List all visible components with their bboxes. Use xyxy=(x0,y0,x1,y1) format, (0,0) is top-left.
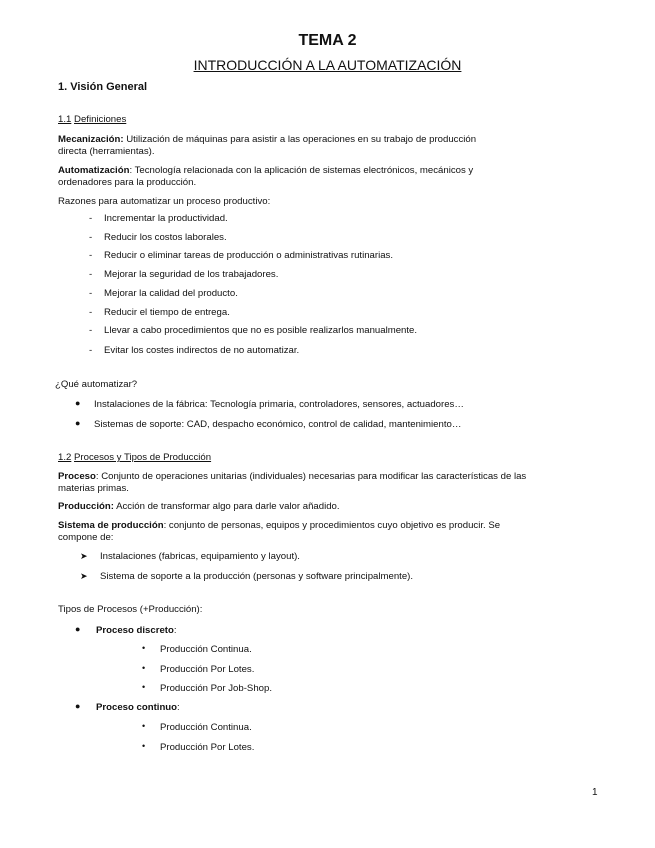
term-label: Producción: xyxy=(58,501,114,512)
dash-marker: - xyxy=(89,213,93,224)
bullet-marker: ● xyxy=(75,418,81,428)
list-item: Producción Continua. xyxy=(160,722,252,733)
dash-marker: - xyxy=(89,288,93,299)
definition-text: : Tecnología relacionada con la aplicación de sistemas electrónicos, mecánicos y xyxy=(129,165,474,176)
bullet-marker: ● xyxy=(75,398,81,408)
subsection-1-1-heading xyxy=(58,114,126,126)
list-item: Evitar los costes indirectos de no automatizar. xyxy=(104,345,300,356)
term-label: Sistema de producción xyxy=(58,520,164,531)
bullet-marker: • xyxy=(142,741,146,751)
list-item: Reducir o eliminar tareas de producción o administrativas rutinarias. xyxy=(104,250,394,261)
section-1-heading: 1. Visión General xyxy=(58,81,148,93)
definition-text-cont: directa (herramientas). xyxy=(58,146,155,157)
definition-automatizacion xyxy=(58,165,473,177)
definition-mecanizacion xyxy=(58,134,476,146)
definition-produccion xyxy=(58,501,340,513)
definition-text-cont: materias primas. xyxy=(58,483,129,494)
dash-marker: - xyxy=(89,269,93,280)
bullet-marker: ● xyxy=(75,624,81,634)
list-item: Mejorar la calidad del producto. xyxy=(104,288,238,299)
colon: : xyxy=(173,625,177,636)
proceso-continuo-item xyxy=(96,702,180,714)
definition-text: : Conjunto de operaciones unitarias (individuales) necesarias para modificar las características de las xyxy=(95,471,527,482)
definition-text-cont: compone de: xyxy=(58,532,114,543)
razones-intro: Razones para automatizar un proceso productivo: xyxy=(58,196,271,207)
page-number: 1 xyxy=(592,787,598,798)
list-item: Incrementar la productividad. xyxy=(104,213,228,224)
definition-text: : conjunto de personas, equipos y procedimientos cuyo objetivo es producir. Se xyxy=(163,520,501,531)
definition-text: Acción de transformar algo para darle valor añadido. xyxy=(113,501,340,512)
list-item: Producción Por Job-Shop. xyxy=(160,683,272,694)
bullet-marker: • xyxy=(142,682,146,692)
subsection-title: Procesos y Tipos de Producción xyxy=(74,452,212,463)
term-label: Proceso xyxy=(58,471,96,482)
term-label: Proceso discreto xyxy=(96,625,174,636)
bullet-marker: • xyxy=(142,643,146,653)
list-item: Producción Continua. xyxy=(160,644,252,655)
page-title: TEMA 2 xyxy=(298,32,357,49)
term-label: Mecanización: xyxy=(58,134,124,145)
subsection-number: 1.1 xyxy=(58,114,72,125)
list-item: Producción Por Lotes. xyxy=(160,664,255,675)
term-label: Proceso continuo xyxy=(96,702,178,713)
subsection-number: 1.2 xyxy=(58,452,72,463)
list-item: Sistema de soporte a la producción (personas y software principalmente). xyxy=(100,571,414,582)
bullet-marker: ● xyxy=(75,701,81,711)
bullet-marker: • xyxy=(142,721,146,731)
subsection-1-2-heading xyxy=(58,452,211,464)
dash-marker: - xyxy=(89,325,93,336)
que-automatizar-heading: ¿Qué automatizar? xyxy=(55,379,138,390)
subsection-title: Definiciones xyxy=(74,114,127,125)
bullet-marker: • xyxy=(142,663,146,673)
definition-sistema xyxy=(58,520,500,532)
dash-marker: - xyxy=(89,250,93,261)
list-item: Sistemas de soporte: CAD, despacho económico, control de calidad, mantenimiento… xyxy=(94,419,462,430)
list-item: Llevar a cabo procedimientos que no es posible realizarlos manualmente. xyxy=(104,325,418,336)
dash-marker: - xyxy=(89,345,93,356)
list-item: Producción Por Lotes. xyxy=(160,742,255,753)
definition-proceso xyxy=(58,471,526,483)
term-label: Automatización xyxy=(58,165,130,176)
list-item: Mejorar la seguridad de los trabajadores. xyxy=(104,269,279,280)
dash-marker: - xyxy=(89,307,93,318)
list-item: Reducir el tiempo de entrega. xyxy=(104,307,230,318)
list-item: Reducir los costos laborales. xyxy=(104,232,227,243)
list-item: Instalaciones de la fábrica: Tecnología primaria, controladores, sensores, actuadores… xyxy=(94,399,464,410)
definition-text: Utilización de máquinas para asistir a las operaciones en su trabajo de producción xyxy=(123,134,477,145)
proceso-discreto-item xyxy=(96,625,177,637)
page-subtitle: INTRODUCCIÓN A LA AUTOMATIZACIÓN xyxy=(193,57,462,73)
tipos-heading: Tipos de Procesos (+Producción): xyxy=(58,604,203,615)
list-item: Instalaciones (fabricas, equipamiento y layout). xyxy=(100,551,300,562)
colon: : xyxy=(177,702,180,713)
dash-marker: - xyxy=(89,232,93,243)
arrow-marker: ➤ xyxy=(80,551,88,561)
definition-text-cont: ordenadores para la producción. xyxy=(58,177,197,188)
arrow-marker: ➤ xyxy=(80,571,88,581)
